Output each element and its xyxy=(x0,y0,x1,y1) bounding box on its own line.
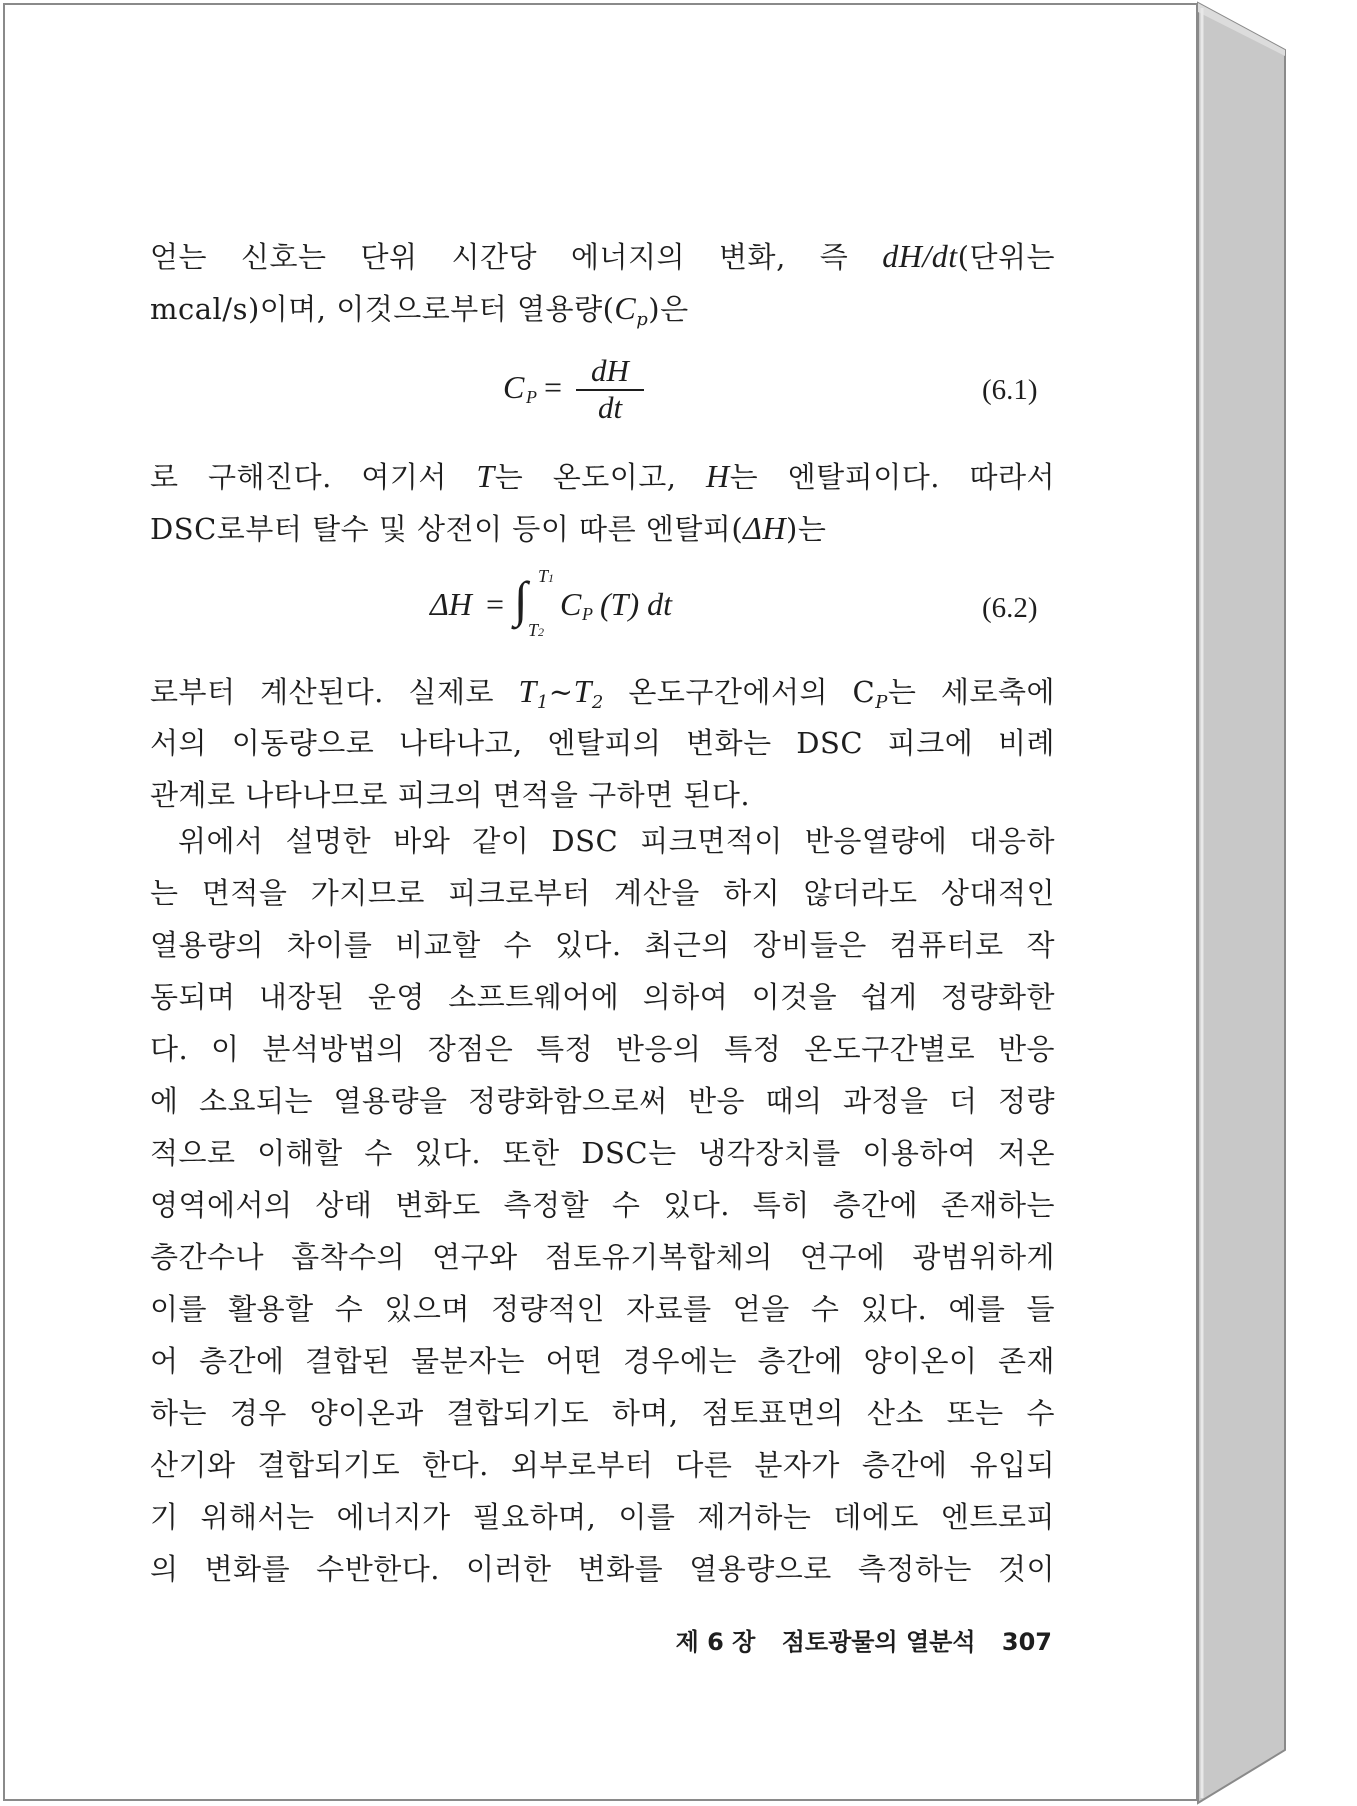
text-run: )은 xyxy=(648,292,689,326)
text-run: 로 구해진다. 여기서 xyxy=(150,460,447,494)
text-line: 산기와 결합되기도 한다. 외부로부터 다른 분자가 층간에 유입되 xyxy=(150,1448,1055,1482)
eq2-upper-limit: T1 xyxy=(538,566,555,586)
text-run: )는 xyxy=(786,512,827,546)
text-line: 어 층간에 결합된 물분자는 어떤 경우에는 층간에 양이온이 존재 xyxy=(150,1344,1055,1378)
text-line xyxy=(150,282,1055,334)
text-line: 열용량의 차이를 비교할 수 있다. 최근의 장비들은 컴퓨터로 작 xyxy=(150,928,1055,962)
text-line: 다. 이 분석방법의 장점은 특정 반응의 특정 온도구간별로 반응 xyxy=(150,1032,1055,1066)
math-cp: C xyxy=(614,290,637,326)
text-run: 로부터 계산된다. 실제로 xyxy=(150,675,494,709)
text-line: 하는 경우 양이온과 결합되기도 하며, 점토표면의 산소 또는 수 xyxy=(150,1396,1055,1430)
math-t2: T xyxy=(573,673,592,709)
eq2-body: C xyxy=(560,586,582,622)
paragraph-2 xyxy=(150,450,1055,554)
eq2-lower-limit: T2 xyxy=(528,620,545,640)
text-line: 이를 활용할 수 있으며 정량적인 자료를 얻을 수 있다. 예를 들 xyxy=(150,1292,1055,1326)
math-subscript: 1 xyxy=(536,692,549,713)
math-subscript: P xyxy=(875,692,888,713)
paragraph-1 xyxy=(150,230,1055,334)
text-line: 의 변화를 수반한다. 이러한 변화를 열용량으로 측정하는 것이 xyxy=(150,1552,1055,1586)
math-t: T xyxy=(476,458,495,494)
text-run: ~ xyxy=(548,675,574,709)
text-line xyxy=(150,230,1055,282)
text-run: 온도구간에서의 C xyxy=(628,675,876,709)
eq1-numerator: dH xyxy=(591,353,629,388)
text-line: 에 소요되는 열용량을 정량화함으로써 반응 때의 과정을 더 정량 xyxy=(150,1084,1055,1118)
text-line: 관계로 나타나므로 피크의 면적을 구하면 된다. xyxy=(150,778,751,812)
math-subscript: p xyxy=(636,309,649,330)
eq1-denominator: dt xyxy=(597,390,623,425)
text-line: 위에서 설명한 바와 같이 DSC 피크면적이 반응열량에 대응하 xyxy=(178,824,1055,858)
paragraph-3 xyxy=(150,665,1055,821)
text-line xyxy=(150,502,1055,554)
math-subscript: 2 xyxy=(591,692,604,713)
text-run: DSC로부터 탈수 및 상전이 등이 따른 엔탈피( xyxy=(150,512,744,546)
math-t1: T xyxy=(518,673,537,709)
chapter-title: 점토광물의 열분석 xyxy=(781,1628,976,1656)
text-line: 적으로 이해할 수 있다. 또한 DSC는 냉각장치를 이용하여 저온 xyxy=(150,1136,1055,1170)
math-delta-h: ΔH xyxy=(743,510,787,546)
text-line: 기 위해서는 에너지가 필요하며, 이를 제거하는 데에도 엔트로피 xyxy=(150,1500,1055,1534)
text-run: 얻는 신호는 단위 시간당 에너지의 변화, 즉 xyxy=(150,240,849,274)
text-line: 층간수나 흡착수의 연구와 점토유기복합체의 연구에 광범위하게 xyxy=(150,1240,1055,1274)
text-run: 는 세로축에 xyxy=(887,675,1055,709)
text-line: 서의 이동량으로 나타나고, 엔탈피의 변화는 DSC 피크에 비례 xyxy=(150,726,1055,760)
chapter-label: 제 6 장 xyxy=(675,1628,756,1656)
eq1-lhs-subscript: P xyxy=(526,387,537,407)
equation-6-2: ΔH = ∫ T1 T2 C P (T) dt xyxy=(430,566,672,640)
text-line xyxy=(150,450,1055,502)
text-run: 는 엔탈피이다. 따라서 xyxy=(729,460,1055,494)
equation-number-6-1: (6.1) xyxy=(982,374,1038,406)
paragraph-4 xyxy=(150,815,1055,1595)
eq2-body-subscript: P xyxy=(582,604,593,624)
page-number: 307 xyxy=(1001,1628,1052,1656)
text-line: 는 면적을 가지므로 피크로부터 계산을 하지 않더라도 상대적인 xyxy=(150,876,1055,910)
equation-number-6-2: (6.2) xyxy=(982,592,1038,624)
text-run: (단위는 xyxy=(957,240,1055,274)
math-dh-dt: dH/dt xyxy=(882,238,958,274)
eq1-lhs: C xyxy=(503,369,525,405)
math-h: H xyxy=(706,458,730,494)
equation-6-1: C P = dH dt xyxy=(500,355,660,425)
integral-sign: ∫ xyxy=(514,571,528,627)
text-line: 영역에서의 상태 변화도 측정할 수 있다. 특히 층간에 존재하는 xyxy=(150,1188,1055,1222)
text-line: 동되며 내장된 운영 소프트웨어에 의하여 이것을 쉽게 정량화한 xyxy=(150,980,1055,1014)
page-footer xyxy=(600,1622,1052,1657)
eq2-lhs: ΔH xyxy=(430,586,472,622)
text-run: 는 온도이고, xyxy=(494,460,677,494)
text-line xyxy=(150,665,1055,717)
eq2-argument: (T) dt xyxy=(600,586,672,622)
text-run: mcal/s)이며, 이것으로부터 열용량( xyxy=(150,292,615,326)
